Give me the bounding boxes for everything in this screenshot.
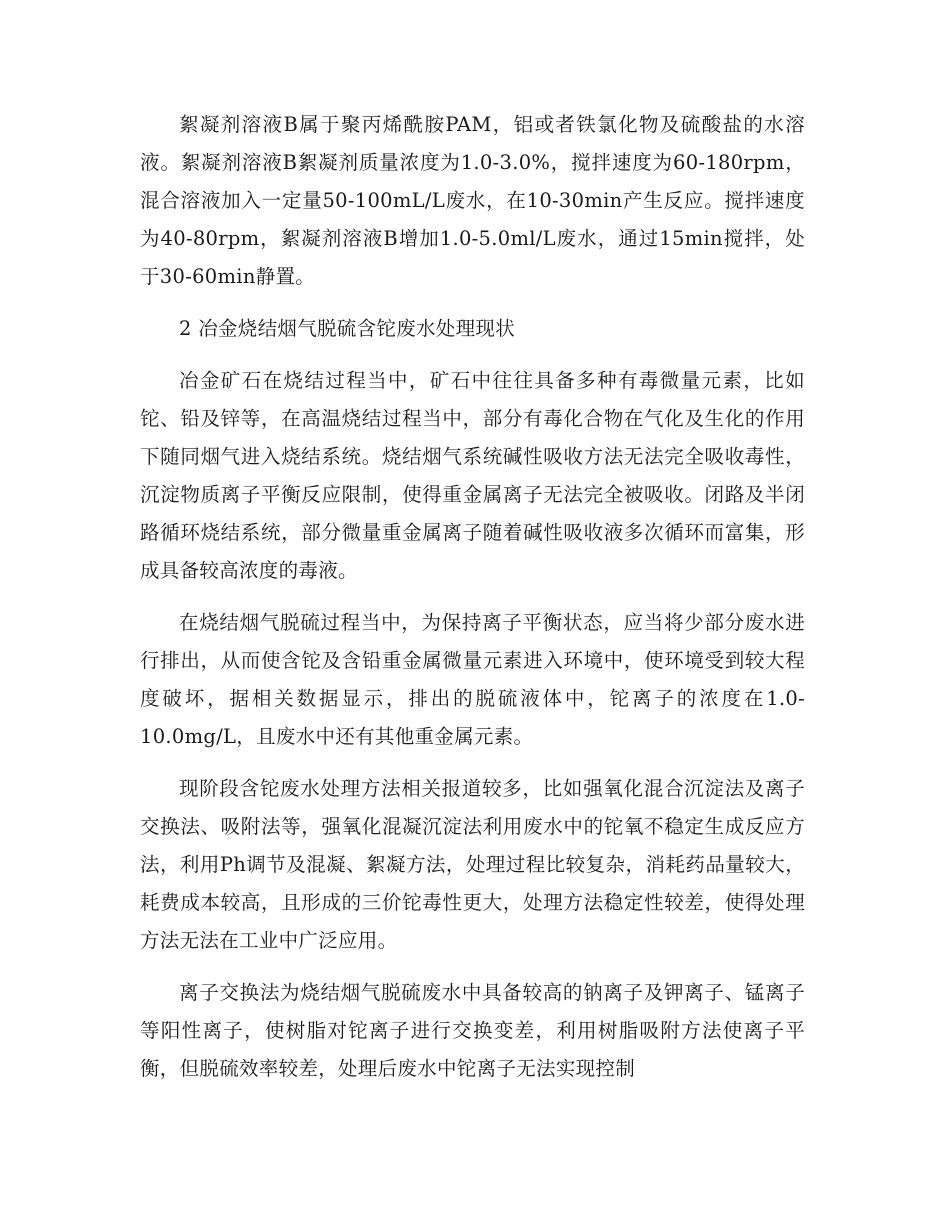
document-body [140, 106, 805, 1102]
paragraph-sintering-process: 冶金矿石在烧结过程当中，矿石中往往具备多种有毒微量元素，比如铊、铅及锌等，在高温烧结过程当中，部分有毒化合物在气化及生化的作用下随同烟气进入烧结系统。烧结烟气系统碱性吸收方法无法完全吸收毒性，沉淀物质离子平衡反应限制，使得重金属离子无法完全被吸收。闭路及半闭路循环烧结系统，部分微量重金属离子随着碱性吸收液多次循环而富集，形成具备较高浓度的毒液。 [140, 369, 805, 582]
paragraph-desulfurization: 在烧结烟气脱硫过程当中，为保持离子平衡状态，应当将少部分废水进行排出，从而使含铊及含铅重金属微量元素进入环境中，使环境受到较大程度破坏，据相关数据显示，排出的脱硫液体中，铊离子的浓度在1.0-10.0mg/L，且废水中还有其他重金属元素。 [140, 611, 805, 748]
paragraph-flocculant: 絮凝剂溶液B属于聚丙烯酰胺PAM，铝或者铁氯化物及硫酸盐的水溶液。絮凝剂溶液B絮凝剂质量浓度为1.0-3.0%，搅拌速度为60-180rpm，混合溶液加入一定量50-100mL/L废水，在10-30min产生反应。搅拌速度为40-80rpm，絮凝剂溶液B增加1.0-5.0ml/L废水，通过15min搅拌，处于30-60min静置。 [140, 113, 805, 288]
paragraph-treatment-methods: 现阶段含铊废水处理方法相关报道较多，比如强氧化混合沉淀法及离子交换法、吸附法等，强氧化混凝沉淀法利用废水中的铊氧不稳定生成反应方法，利用Ph调节及混凝、絮凝方法，处理过程比较复杂，消耗药品量较大，耗费成本较高，且形成的三价铊毒性更大，处理方法稳定性较差，使得处理方法无法在工业中广泛应用。 [140, 777, 805, 952]
section-heading: 2 冶金烧结烟气脱硫含铊废水处理现状 [179, 317, 516, 340]
paragraph-ion-exchange: 离子交换法为烧结烟气脱硫废水中具备较高的钠离子及钾离子、锰离子等阳性离子，使树脂对铊离子进行交换变差，利用树脂吸附方法使离子平衡，但脱硫效率较差，处理后废水中铊离子无法实现控制 [140, 981, 805, 1080]
